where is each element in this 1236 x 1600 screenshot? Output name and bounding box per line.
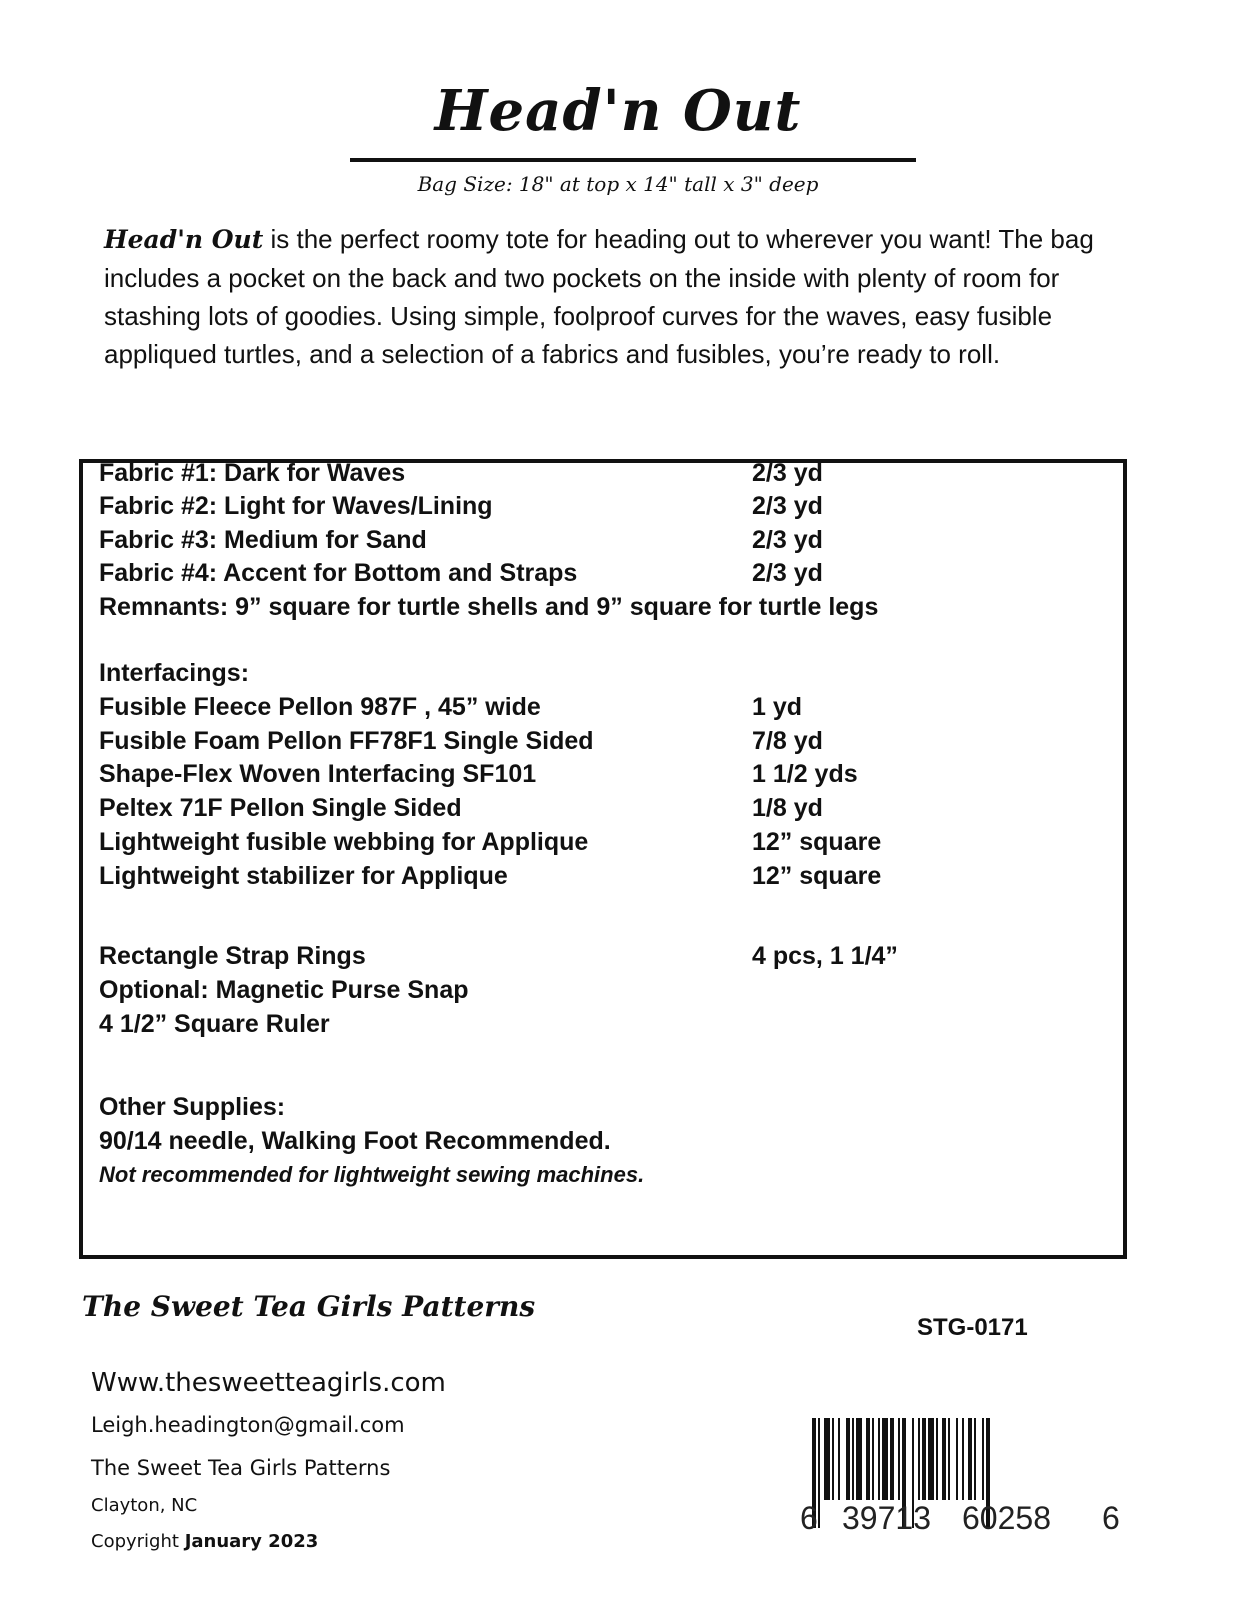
interfacing-1-qty: 1 yd <box>752 693 803 721</box>
barcode-digit-end: 6 <box>1102 1500 1120 1536</box>
barcode-bar <box>948 1418 950 1500</box>
fabric-2-qty: 2/3 yd <box>752 492 823 520</box>
company-name: The Sweet Tea Girls Patterns <box>91 1456 391 1480</box>
copyright-date: January 2023 <box>184 1531 319 1552</box>
interfacing-5-item: Lightweight fusible webbing for Applique <box>99 828 589 856</box>
other-supplies-line: 90/14 needle, Walking Foot Recommended. <box>99 1127 611 1155</box>
interfacing-3-item: Shape-Flex Woven Interfacing SF101 <box>99 760 537 788</box>
fabric-3-qty: 2/3 yd <box>752 526 823 554</box>
fabric-4-qty: 2/3 yd <box>752 559 823 587</box>
interfacing-2-qty: 7/8 yd <box>752 727 823 755</box>
remnants-line: Remnants: 9” square for turtle shells and 9” square for turtle legs <box>99 593 879 621</box>
hardware-1-item: Rectangle Strap Rings <box>99 942 366 970</box>
barcode-bar <box>882 1418 888 1500</box>
intro-paragraph <box>104 220 1124 373</box>
barcode-bar <box>832 1418 834 1500</box>
fabric-1-qty: 2/3 yd <box>752 459 823 487</box>
barcode-bar <box>852 1418 854 1500</box>
barcode-bar <box>856 1418 862 1500</box>
barcode-bar <box>898 1418 900 1500</box>
fabric-2-item: Fabric #2: Light for Waves/Lining <box>99 492 493 520</box>
bag-size-subtitle: Bag Size: 18" at top x 14" tall x 3" deep <box>417 172 819 196</box>
interfacings-heading: Interfacings: <box>99 659 250 687</box>
barcode-bar <box>824 1418 830 1500</box>
barcode-bar <box>974 1418 976 1500</box>
barcode-digits-right: 60258 <box>962 1500 1051 1536</box>
interfacing-3-qty: 1 1/2 yds <box>752 760 858 788</box>
location: Clayton, NC <box>91 1495 198 1516</box>
interfacing-4-qty: 1/8 yd <box>752 794 823 822</box>
hardware-3-item: 4 1/2” Square Ruler <box>99 1010 330 1038</box>
barcode-bar <box>922 1418 926 1500</box>
email-link[interactable]: Leigh.headington@gmail.com <box>91 1413 405 1437</box>
fabric-4-item: Fabric #4: Accent for Bottom and Straps <box>99 559 578 587</box>
barcode-bar <box>890 1418 894 1500</box>
barcode-bar <box>918 1418 920 1500</box>
title-divider <box>350 158 916 162</box>
interfacing-1-item: Fusible Fleece Pellon 987F , 45” wide <box>99 693 541 721</box>
barcode-digit-start: 6 <box>800 1500 818 1536</box>
website-link[interactable]: Www.thesweetteagirls.com <box>91 1368 446 1398</box>
brand-name: The Sweet Tea Girls Patterns <box>82 1290 536 1323</box>
barcode-bar <box>846 1418 850 1500</box>
barcode-bar <box>878 1418 880 1500</box>
barcode-bar <box>962 1418 964 1500</box>
barcode-bar <box>838 1418 840 1500</box>
copyright <box>91 1531 318 1552</box>
intro-pattern-name: Head'n Out <box>104 225 264 254</box>
barcode-bar <box>872 1418 874 1500</box>
copyright-label: Copyright <box>91 1531 185 1552</box>
barcode-bar <box>866 1418 870 1500</box>
barcode-bar <box>928 1418 934 1500</box>
interfacing-6-qty: 12” square <box>752 862 882 890</box>
hardware-2-item: Optional: Magnetic Purse Snap <box>99 976 469 1004</box>
other-supplies-heading: Other Supplies: <box>99 1093 286 1121</box>
hardware-1-qty: 4 pcs, 1 1/4” <box>752 942 898 970</box>
fabric-3-item: Fabric #3: Medium for Sand <box>99 526 427 554</box>
interfacing-5-qty: 12” square <box>752 828 882 856</box>
other-supplies-note: Not recommended for lightweight sewing machines. <box>99 1162 645 1187</box>
interfacing-4-item: Peltex 71F Pellon Single Sided <box>99 794 462 822</box>
barcode-bar <box>818 1418 820 1528</box>
sku-code: STG-0171 <box>917 1314 1028 1341</box>
barcode-digits-left: 39713 <box>842 1500 931 1536</box>
fabric-1-item: Fabric #1: Dark for Waves <box>99 459 406 487</box>
page-title: Head'n Out <box>434 78 802 144</box>
barcode-bar <box>956 1418 958 1500</box>
barcode-bar <box>942 1418 946 1500</box>
interfacing-6-item: Lightweight stabilizer for Applique <box>99 862 508 890</box>
barcode-bar <box>982 1418 984 1500</box>
barcode-bar <box>968 1418 972 1500</box>
barcode-bar <box>936 1418 938 1500</box>
interfacing-2-item: Fusible Foam Pellon FF78F1 Single Sided <box>99 727 594 755</box>
intro-text: is the perfect roomy tote for heading out to wherever you want! The bag includes a pocket on the back and two pockets on the inside with plenty of room for stashing lots of goodies. Using simple, foolproof curves for the waves, easy fusible appliqued turtles, and a selection of a fabrics and fusibles, you’re ready to roll. <box>104 224 1094 369</box>
